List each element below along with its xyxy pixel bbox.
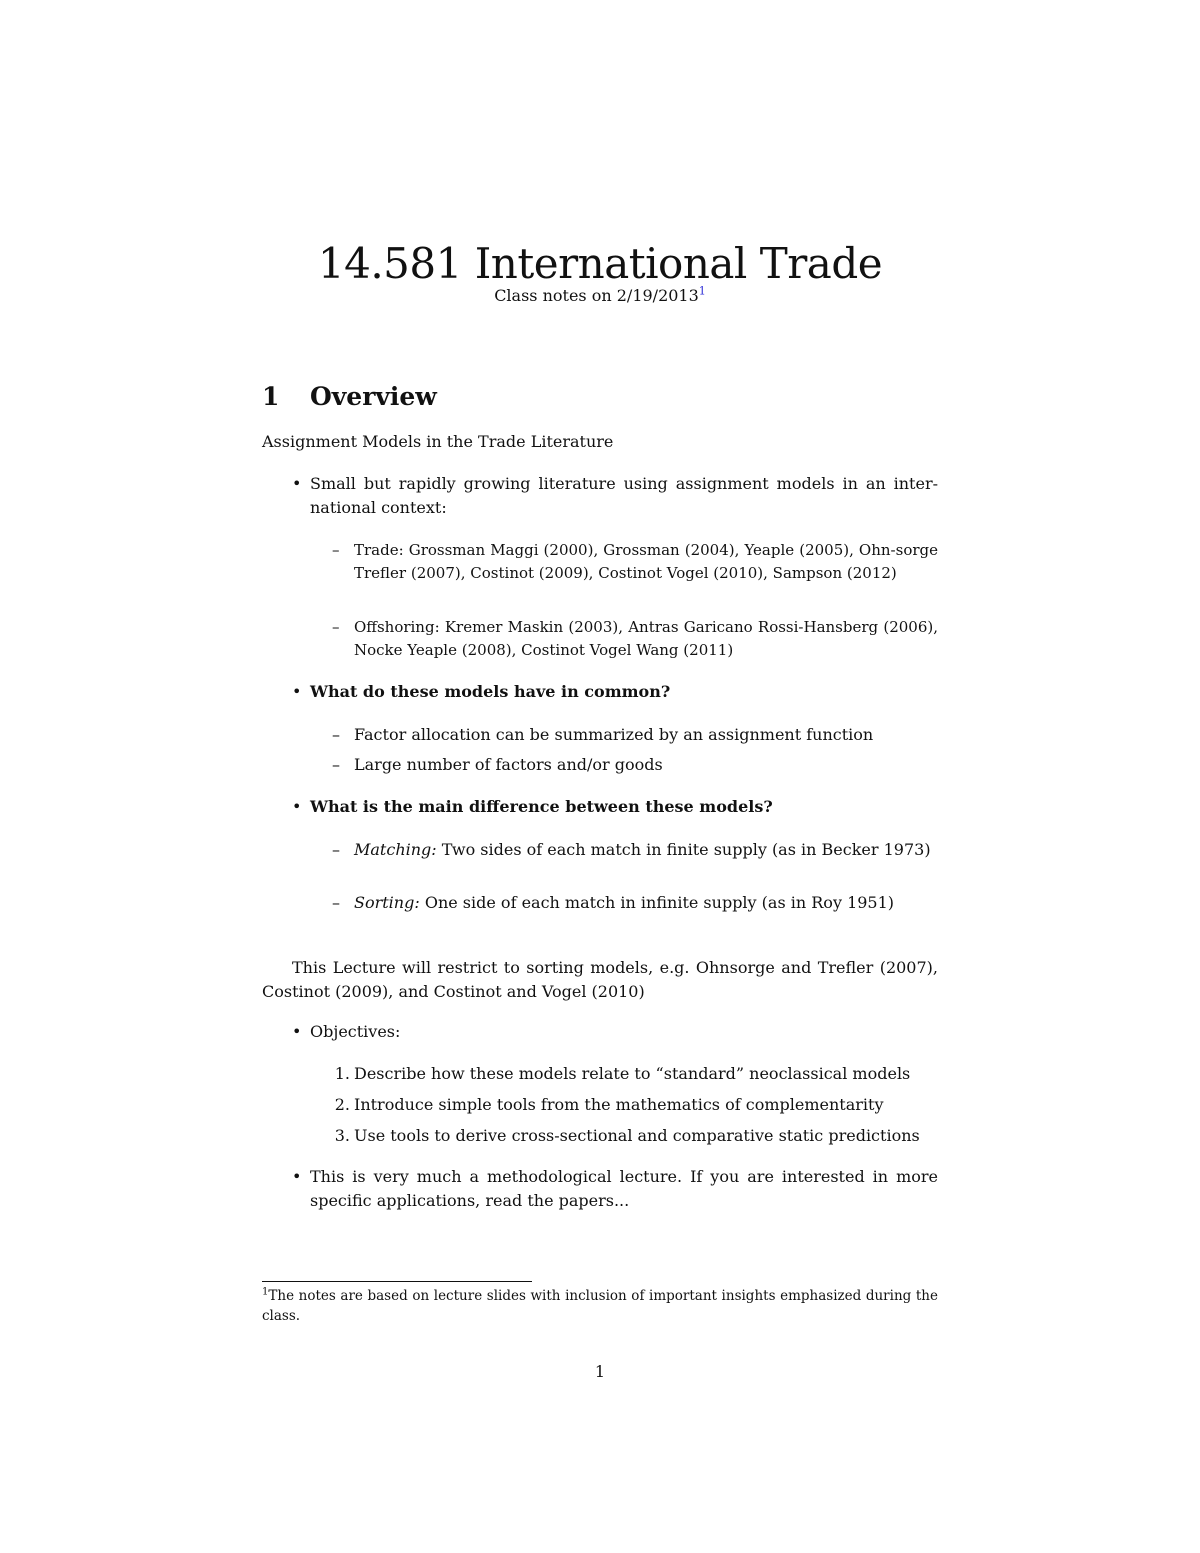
footnote-text: The notes are based on lecture slides with inclusion of important insights emphasized during the class.	[262, 1288, 938, 1324]
objective-number: 1.	[334, 1064, 350, 1083]
sub-bullet-item	[332, 616, 938, 662]
bullet-symbol: •	[292, 682, 302, 701]
sub-bullet-text: Large number of factors and/or goods	[354, 755, 663, 774]
sub-bullet-text: Factor allocation can be summarized by an assignment function	[354, 725, 874, 744]
title-block	[262, 238, 938, 306]
sub-bullet-item	[332, 723, 938, 747]
bullet-text: Small but rapidly growing literature using assignment models in an inter-national context:	[310, 474, 938, 517]
bullet-text: What is the main difference between these models?	[310, 797, 773, 816]
document-page	[262, 0, 938, 1553]
sub-bullet-item	[332, 838, 938, 862]
dash-symbol: –	[332, 893, 340, 912]
objective-text: Use tools to derive cross-sectional and comparative static predictions	[354, 1126, 920, 1145]
dash-symbol: –	[332, 840, 340, 859]
section-title: Overview	[310, 382, 437, 411]
sub-bullet-text: One side of each match in infinite supply (as in Roy 1951)	[424, 893, 895, 912]
bullet-item	[292, 1020, 938, 1044]
subtitle-text: Class notes on 2/19/2013	[494, 286, 699, 305]
bullet-text: What do these models have in common?	[310, 682, 671, 701]
bullet-symbol: •	[292, 1167, 302, 1186]
objective-text: Describe how these models relate to “standard” neoclassical models	[354, 1064, 911, 1083]
bullet-text: This is very much a methodological lecture. If you are interested in more specific applications, read the papers...	[310, 1167, 938, 1210]
dash-symbol: –	[332, 541, 340, 559]
footnote	[262, 1286, 938, 1326]
bullet-item	[292, 795, 938, 819]
sub-bullet-item	[332, 753, 938, 777]
bullet-item	[292, 680, 938, 704]
document-title: 14.581 International Trade	[317, 239, 883, 288]
dash-symbol: –	[332, 725, 340, 744]
page-number: 1	[594, 1362, 606, 1381]
bullet-item	[292, 1165, 938, 1213]
sub-bullet-text: Offshoring: Kremer Maskin (2003), Antras Garicano Rossi-Hansberg (2006), Nocke Yeaple (2008), Costinot Vogel Wang (2011)	[354, 618, 938, 659]
bullet-symbol: •	[292, 474, 302, 493]
objective-item	[334, 1124, 938, 1148]
sub-bullet-item	[332, 539, 938, 585]
objective-item	[334, 1093, 938, 1117]
section-number: 1	[262, 382, 280, 411]
section-heading	[262, 380, 437, 414]
sub-bullet-text: Trade: Grossman Maggi (2000), Grossman (2004), Yeaple (2005), Ohn-sorge Trefler (2007), Costinot (2009), Costinot Vogel (2010), Sampson (2012)	[354, 541, 938, 582]
footnote-rule	[262, 1281, 532, 1282]
objective-item	[334, 1062, 938, 1086]
footnote-number: 1	[262, 1286, 269, 1298]
sub-bullet-text: Two sides of each match in finite supply (as in Becker 1973)	[441, 840, 931, 859]
objectives-label: Objectives:	[310, 1022, 401, 1041]
sub-bullet-term: Sorting:	[354, 893, 420, 912]
footnote-link[interactable]: 1	[698, 284, 706, 298]
lecture-paragraph: This Lecture will restrict to sorting models, e.g. Ohnsorge and Trefler (2007), Costinot (2009), and Costinot and Vogel (2010)	[262, 958, 938, 1001]
sub-bullet-term: Matching:	[354, 840, 437, 859]
objective-text: Introduce simple tools from the mathematics of complementarity	[354, 1095, 884, 1114]
sub-bullet-item	[332, 891, 938, 915]
objective-number: 2.	[334, 1095, 350, 1114]
bullet-symbol: •	[292, 797, 302, 816]
dash-symbol: –	[332, 618, 340, 636]
bullet-item	[292, 472, 938, 520]
objective-number: 3.	[334, 1126, 350, 1145]
bullet-symbol: •	[292, 1022, 302, 1041]
intro-line: Assignment Models in the Trade Literature	[262, 432, 614, 451]
dash-symbol: –	[332, 755, 340, 774]
